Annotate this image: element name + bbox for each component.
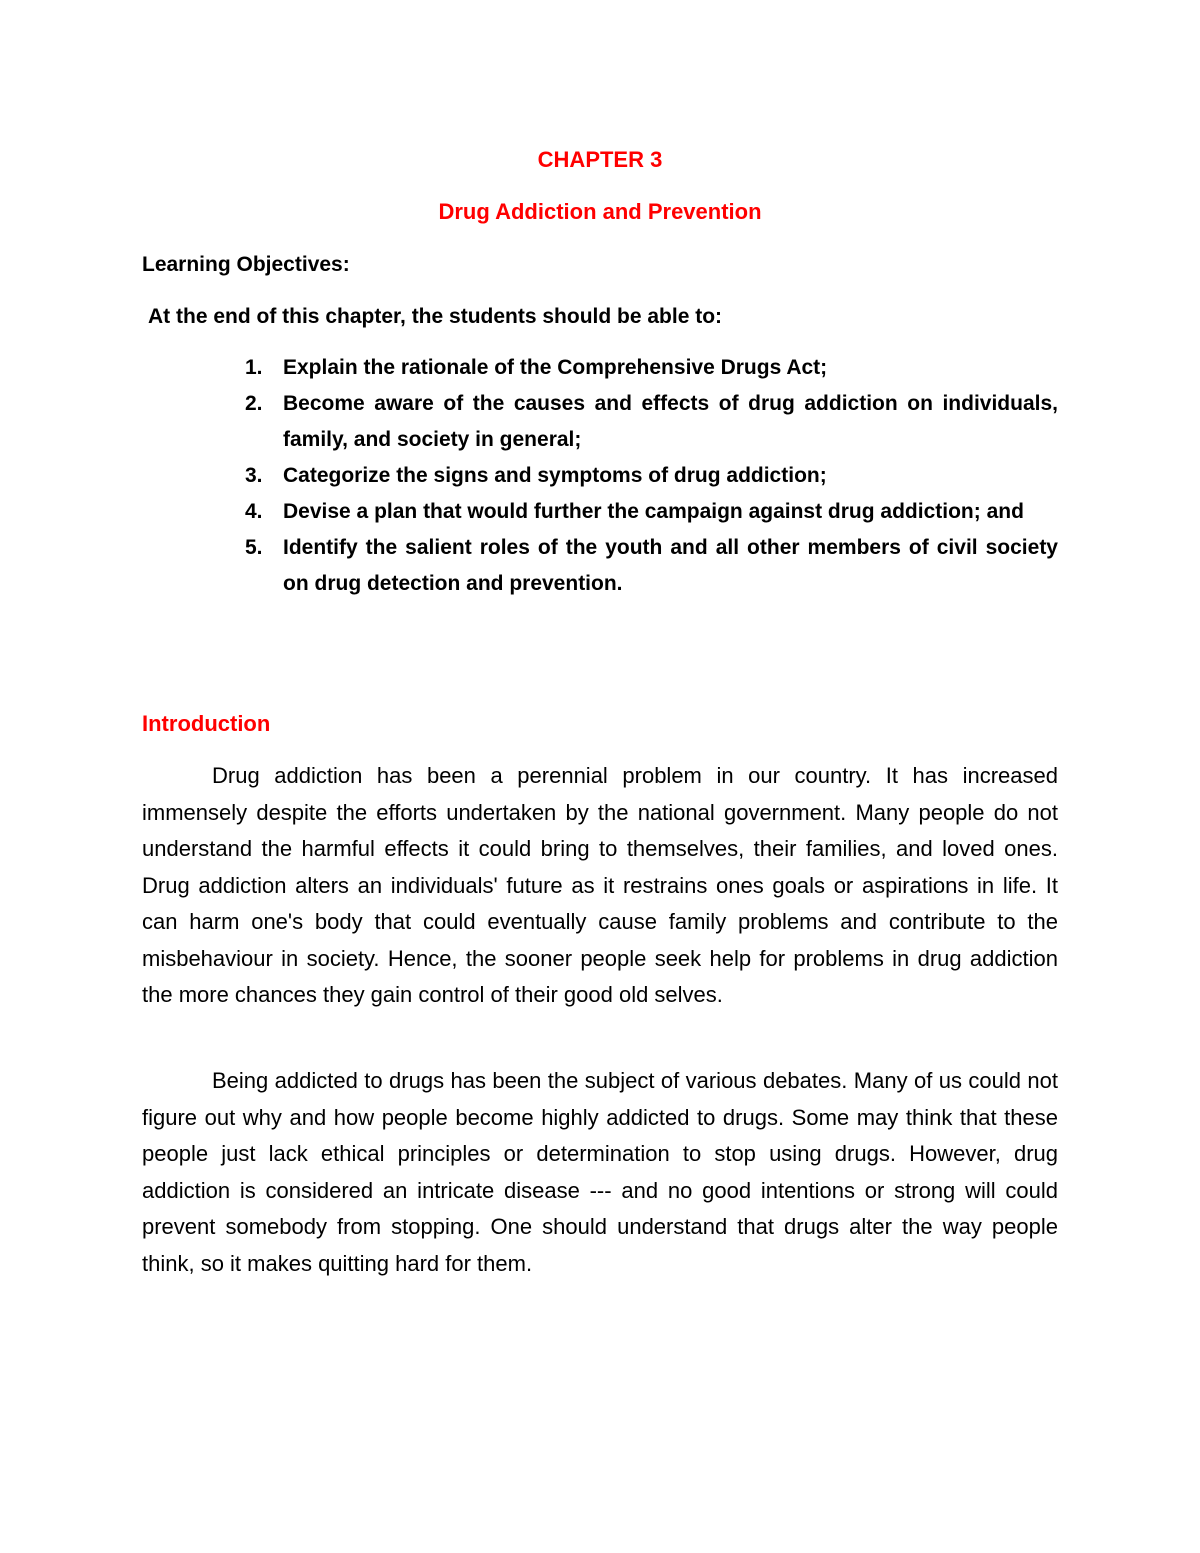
objective-number: 5. [245, 536, 263, 559]
objective-item [243, 494, 1058, 530]
objective-item [243, 386, 1058, 458]
objective-text: Devise a plan that would further the campaign against drug addiction; and [283, 500, 1024, 523]
objective-number: 4. [245, 500, 263, 523]
objective-item [243, 350, 1058, 386]
objective-text: Identify the salient roles of the youth and all other members of civil society on drug detection and prevention. [283, 536, 1058, 595]
learning-objectives-intro: At the end of this chapter, the students should be able to: [148, 305, 723, 328]
objective-text: Become aware of the causes and effects of drug addiction on individuals, family, and society in general; [283, 392, 1058, 451]
introduction-heading: Introduction [142, 711, 271, 736]
chapter-label: CHAPTER 3 [537, 147, 663, 172]
chapter-title: Drug Addiction and Prevention [438, 199, 762, 224]
objective-number: 1. [245, 356, 263, 379]
introduction-paragraph: Being addicted to drugs has been the subject of various debates. Many of us could not figure out why and how people become highly addicted to drugs. Some may think that these people just lack ethical principles or determination to stop using drugs. However, drug addiction is considered an intricate disease --- and no good intentions or strong will could prevent somebody from stopping. One should understand that drugs alter the way people think, so it makes quitting hard for them. [142, 1068, 1058, 1276]
objective-text: Explain the rationale of the Comprehensive Drugs Act; [283, 356, 828, 379]
objective-number: 3. [245, 464, 263, 487]
objectives-list [243, 350, 1058, 602]
objective-item [243, 530, 1058, 602]
objective-text: Categorize the signs and symptoms of drug addiction; [283, 464, 827, 487]
introduction-paragraph: Drug addiction has been a perennial problem in our country. It has increased immensely despite the efforts undertaken by the national government. Many people do not understand the harmful effects it could bring to themselves, their families, and loved ones. Drug addiction alters an individuals' future as it restrains ones goals or aspirations in life. It can harm one's body that could eventually cause family problems and contribute to the misbehaviour in society. Hence, the sooner people seek help for problems in drug addiction the more chances they gain control of their good old selves. [142, 763, 1058, 1007]
learning-objectives-heading: Learning Objectives: [142, 253, 350, 276]
objective-item [243, 458, 1058, 494]
objective-number: 2. [245, 392, 263, 415]
